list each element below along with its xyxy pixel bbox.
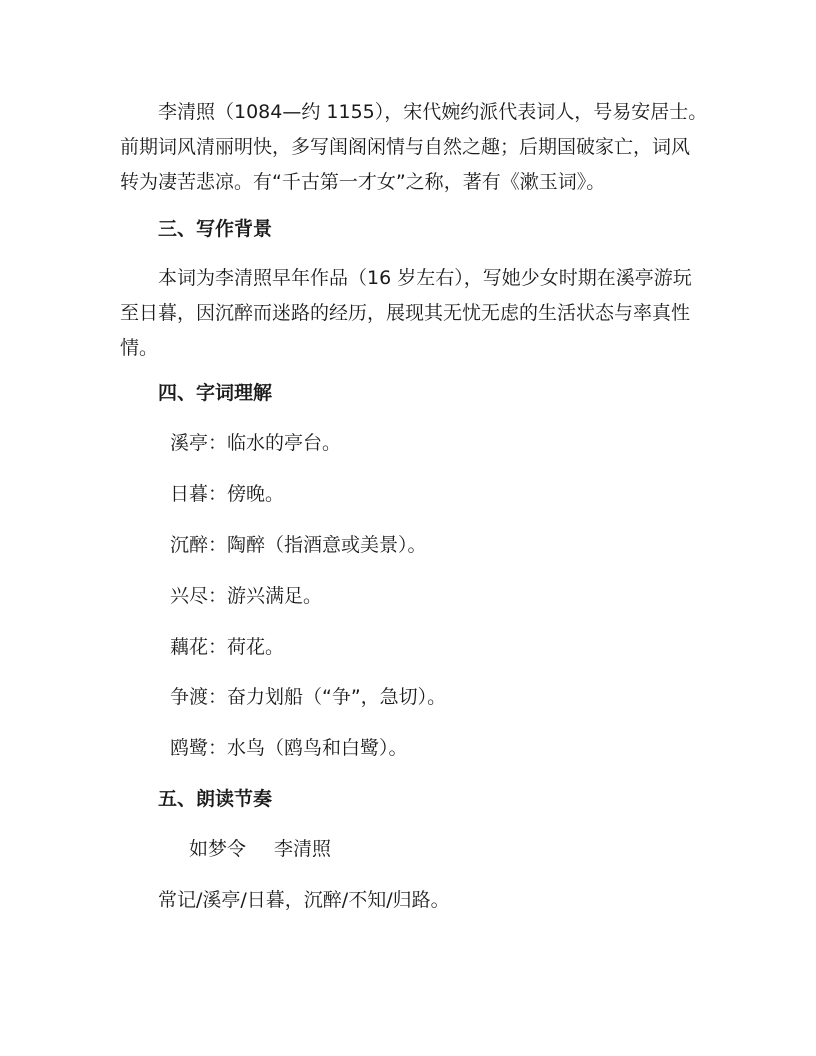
section-heading-vocabulary: 四、字词理解 — [158, 382, 273, 404]
poem-author: 李清照 — [274, 838, 332, 860]
vocab-item: 日暮：傍晚。 — [170, 483, 285, 505]
paragraph-line: 本词为李清照早年作品（16 岁左右），写她少女时期在溪亭游玩 — [158, 267, 692, 289]
vocab-item: 争渡：奋力划船（“争”，急切）。 — [170, 686, 447, 708]
paragraph-line: 情。 — [120, 337, 159, 359]
poem-title: 如梦令 — [189, 838, 247, 860]
section-heading-background: 三、写作背景 — [158, 218, 273, 240]
paragraph-line: 转为凄苦悲凉。有“千古第一才女”之称，著有《漱玉词》。 — [120, 171, 606, 193]
background-paragraph — [120, 261, 706, 366]
paragraph-line: 至日暮，因沉醉而迷路的经历，展现其无忧无虑的生活状态与率真性 — [120, 302, 691, 324]
paragraph-line: 前期词风清丽明快，多写闺阁闲情与自然之趣；后期国破家亡，词风 — [120, 136, 691, 158]
rhythm-line: 常记/溪亭/日暮，沉醉/不知/归路。 — [158, 889, 450, 911]
vocab-item: 兴尽：游兴满足。 — [170, 585, 323, 607]
section-heading-reading-rhythm: 五、朗读节奏 — [158, 788, 273, 810]
paragraph-line: 李清照（1084—约 1155），宋代婉约派代表词人，号易安居士。 — [158, 101, 708, 123]
vocab-item: 藕花：荷花。 — [170, 636, 285, 658]
vocab-item: 鸥鹭：水鸟（鸥鸟和白鹭）。 — [170, 737, 408, 759]
vocab-item: 沉醉：陶醉（指酒意或美景）。 — [170, 534, 427, 556]
author-intro-paragraph — [120, 95, 706, 200]
vocab-item: 溪亭：临水的亭台。 — [170, 432, 342, 454]
